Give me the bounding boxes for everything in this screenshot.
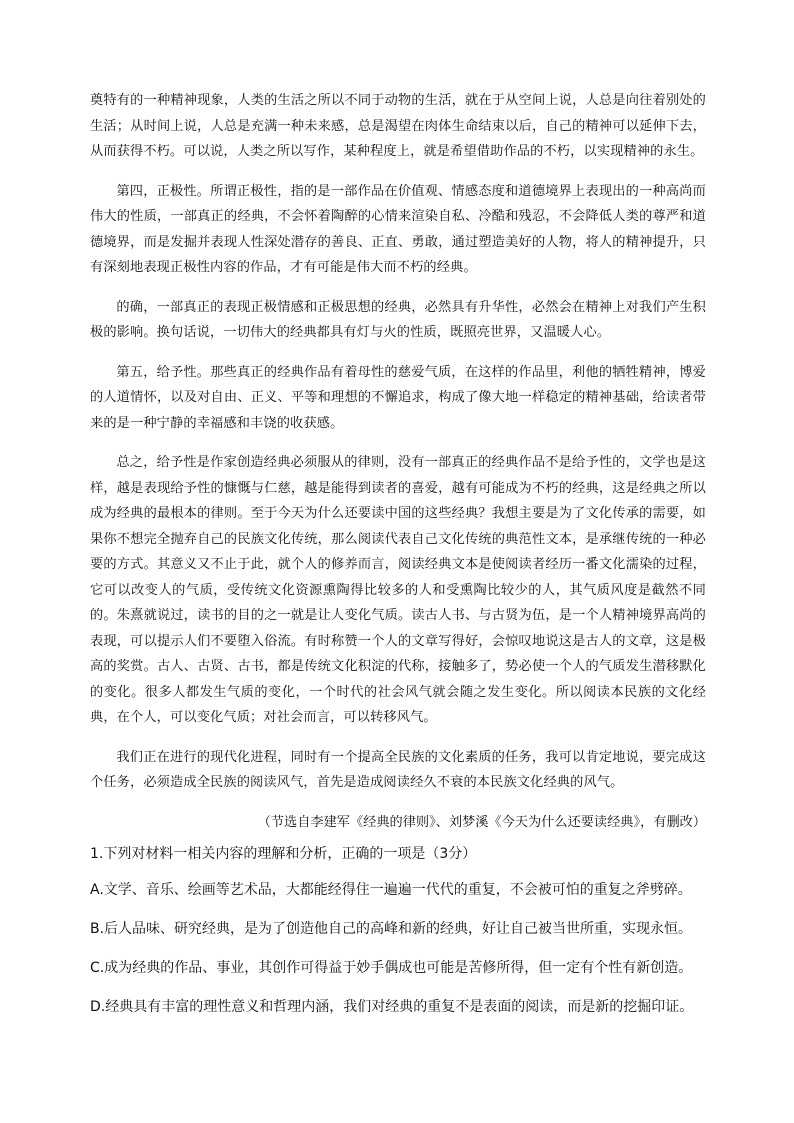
option-a: A.文学、音乐、绘画等艺术品，大都能经得住一遍遍一代代的重复，不会被可怕的重复之斧劈碎。 bbox=[90, 882, 692, 898]
paragraph-4: 第五，给予性。那些真正的经典作品有着母性的慈爱气质，在这样的作品里，利他的牺牲精神，博爱的人道情怀，以及对自由、正义、平等和理想的不懈追求，构成了像大地一样稳定的精神基础，给读者带来的是一种宁静的幸福感和丰饶的收获感。 bbox=[90, 364, 706, 431]
paragraph-6: 我们正在进行的现代化进程，同时有一个提高全民族的文化素质的任务，我可以肯定地说，要完成这个任务，必须造成全民族的阅读风气，首先是造成阅读经久不衰的本民族文化经典的风气。 bbox=[90, 749, 706, 790]
source-citation: （节选自李建军《经典的律则》、刘梦溪《今天为什么还要读经典》，有删改） bbox=[257, 814, 706, 830]
paragraph-2: 第四，正极性。所谓正极性，指的是一部作品在价值观、情感态度和道德境界上表现出的一种高尚而伟大的性质，一部真正的经典，不会怀着陶醉的心情来渲染自私、冷酷和残忍，不会降低人类的尊严和道德境界，而是发掘并表现人性深处潜存的善良、正直、勇敢，通过塑造美好的人物，将人的精神提升，只有深刻地表现正极性内容的作品，才有可能是伟大而不朽的经典。 bbox=[90, 183, 706, 275]
option-c: C.成为经典的作品、事业，其创作可得益于妙手偶成也可能是苦修所得，但一定有个性有新创造。 bbox=[90, 960, 693, 976]
option-d: D.经典具有丰富的理性意义和哲理内涵，我们对经典的重复不是表面的阅读，而是新的挖掘印证。 bbox=[90, 999, 694, 1015]
paragraph-1: 奠特有的一种精神现象，人类的生活之所以不同于动物的生活，就在于从空间上说，人总是向往着别处的生活；从时间上说，人总是充满一种未来感，总是渴望在肉体生命结束以后，自己的精神可以延伸下去，从而获得不朽。可以说，人类之所以写作，某种程度上，就是希望借助作品的不朽，以实现精神的永生。 bbox=[90, 93, 706, 159]
option-b: B.后人品味、研究经典，是为了创造他自己的高峰和新的经典，好让自己被当世所重，实现永恒。 bbox=[90, 921, 693, 937]
paragraph-3: 的确，一部真正的表现正极情感和正极思想的经典，必然具有升华性，必然会在精神上对我们产生积极的影响。换句话说，一切伟大的经典都具有灯与火的性质，既照亮世界，又温暖人心。 bbox=[90, 299, 706, 340]
question-stem: 1.下列对材料一相关内容的理解和分析，正确的一项是（3分） bbox=[90, 846, 477, 862]
paragraph-5: 总之，给予性是作家创造经典必须服从的律则，没有一部真正的经典作品不是给予性的，文学也是这样，越是表现给予性的慷慨与仁慈，越是能得到读者的喜爱，越有可能成为不朽的经典，这是经典之所以成为经典的最根本的律则。至于今天为什么还要读中国的这些经典？我想主要是为了文化传承的需要，如果你不想完全抛弃自己的民族文化传统，那么阅读代表自己文化传统的典范性文本，是承继传统的一种必要的方式。其意义又不止于此，就个人的修养而言，阅读经典文本是使阅读者经历一番文化濡染的过程，它可以改变人的气质，受传统文化资源熏陶得比较多的人和受熏陶比较少的人，其气质风度是截然不同的。朱熹就说过，读书的目的之一就是让人变化气质。读古人书、与古贤为伍，是一个人精神境界高尚的表现，可以提示人们不要堕入俗流。有时称赞一个人的文章写得好，会惊叹地说这是古人的文章，这是极高的奖赏。古人、古贤、古书，都是传统文化积淀的代称，接触多了，势必使一个人的气质发生潜移默化的变化。很多人都发生气质的变化，一个时代的社会风气就会随之发生变化。所以阅读本民族的文化经典，在个人，可以变化气质；对社会而言，可以转移风气。 bbox=[90, 455, 706, 725]
document-page bbox=[90, 88, 706, 1035]
